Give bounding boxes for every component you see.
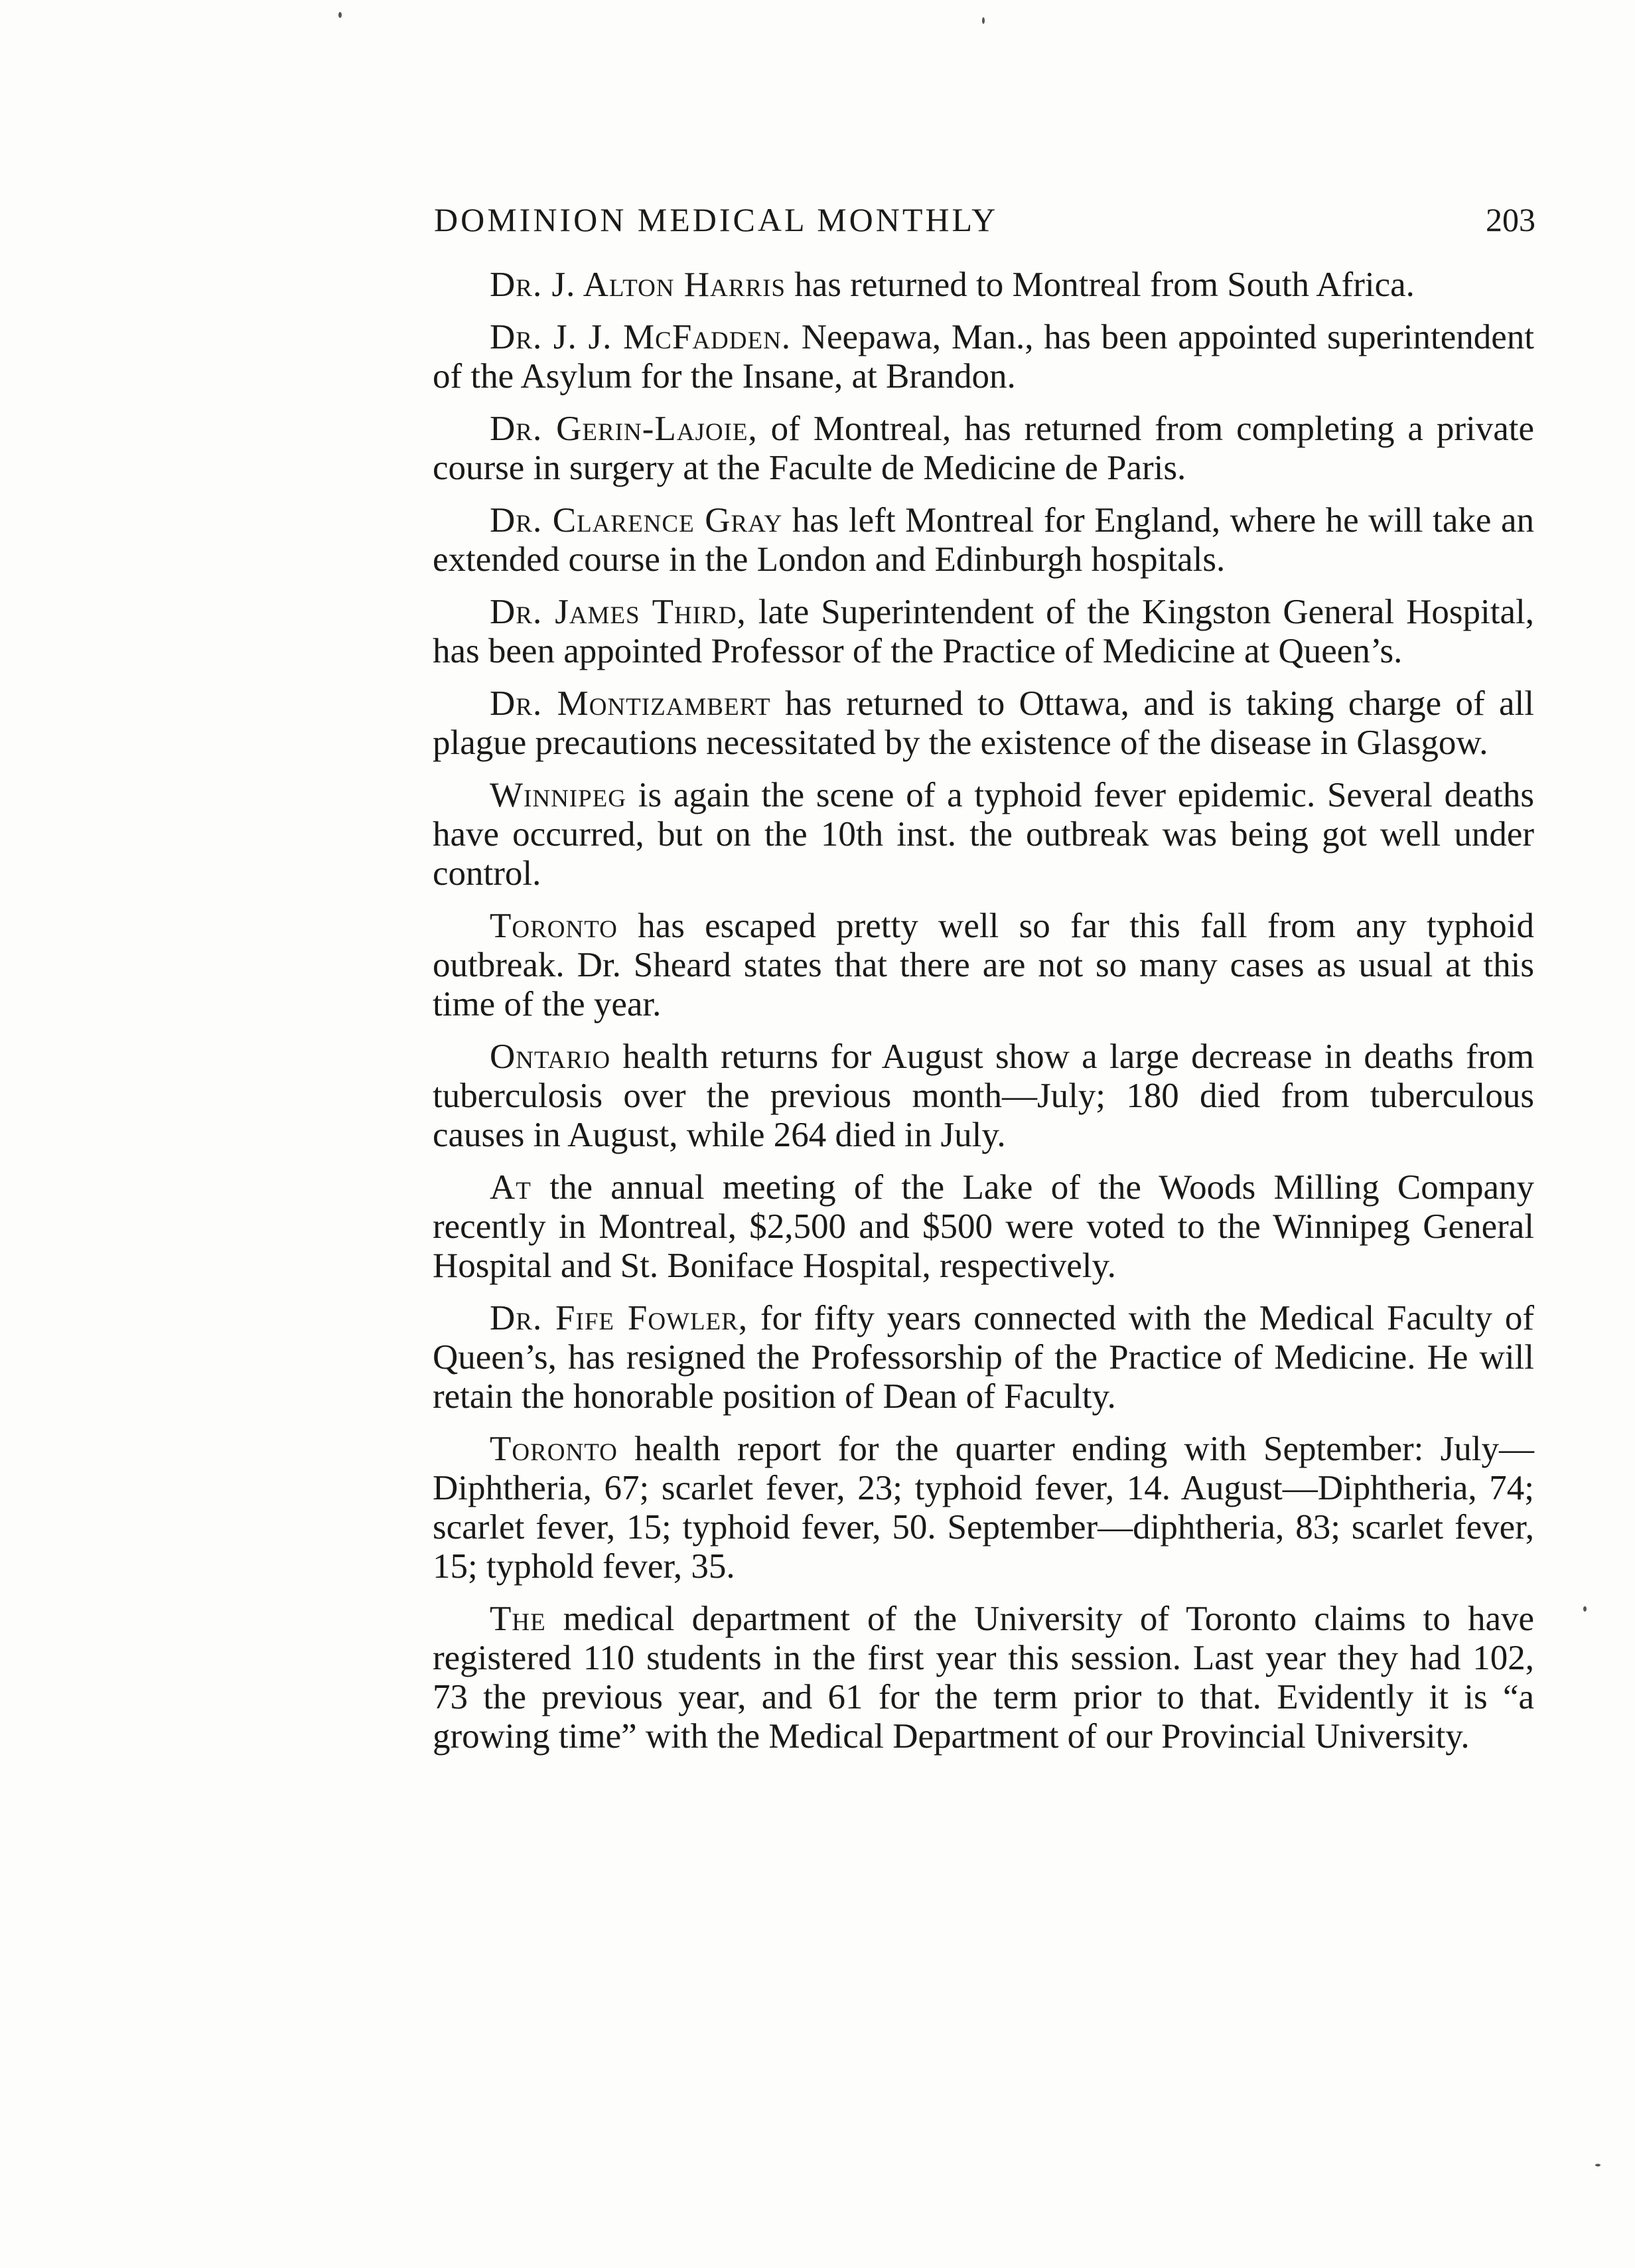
item-text: has left Montreal for England, where he will take an extended course in the London and Edinburgh hospitals. — [433, 501, 1534, 579]
item-text: has returned to Ottawa, and is taking charge of all plague precautions necessitated by the existence of the disease in Glasgow. — [433, 684, 1534, 762]
scan-speck — [1595, 2164, 1600, 2166]
running-title: DOMINION MEDICAL MONTHLY — [434, 201, 999, 238]
news-item — [433, 1037, 1534, 1155]
item-text: for fifty years connected with the Medical Faculty of Queen’s, has resigned the Professorship of the Practice of Medicine. He will retain the honorable position of Dean of Faculty. — [433, 1299, 1534, 1416]
scan-speck — [982, 17, 985, 24]
item-lead: Dr. J. J. McFadden. — [490, 318, 792, 356]
news-item — [433, 318, 1534, 396]
item-lead: Winnipeg — [490, 776, 627, 814]
page-number: 203 — [1486, 201, 1535, 238]
item-lead: Dr. Fife Fowler, — [490, 1299, 748, 1337]
news-item — [433, 410, 1534, 488]
scan-speck — [1583, 1606, 1587, 1612]
item-text: medical department of the University of Toronto claims to have registered 110 students in the first year this session. Last year they had 102, 73 the previous year, and 61 for the term prior to that. Evidently it is “a growing time” with the Medical Department of our Provincial University. — [433, 1600, 1534, 1756]
item-lead: Toronto — [490, 907, 618, 945]
item-lead: Ontario — [490, 1037, 611, 1076]
news-item — [433, 907, 1534, 1024]
scan-speck — [338, 12, 342, 18]
item-lead: The — [490, 1600, 546, 1638]
item-lead: Dr. Clarence Gray — [490, 501, 783, 540]
article-body — [433, 265, 1534, 1770]
news-item — [433, 684, 1534, 763]
item-text: is again the scene of a typhoid fever epidemic. Several deaths have occurred, but on the 10th inst. the outbreak was being got well under control. — [433, 776, 1534, 893]
item-text: Neepawa, Man., has been appointed superintendent of the Asylum for the Insane, at Brandon. — [433, 318, 1535, 396]
news-item — [433, 1600, 1534, 1756]
item-lead: Dr. James Third, — [490, 593, 746, 631]
item-text: health returns for August show a large decrease in deaths from tuberculosis over the previous month—July; 180 died from tuberculous causes in August, while 264 died in July. — [433, 1037, 1534, 1154]
news-item — [433, 1168, 1534, 1286]
item-lead: Dr. Montizambert — [490, 684, 771, 723]
running-head — [434, 196, 1535, 243]
item-text: has returned to Montreal from South Africa. — [786, 265, 1415, 304]
news-item — [433, 593, 1534, 671]
item-text: has escaped pretty well so far this fall from any typhoid outbreak. Dr. Sheard states that there are not so many cases as usual at this time of the year. — [433, 907, 1534, 1023]
item-text: health report for the quarter ending with September: July—Diphtheria, 67; scarlet fever, 23; typhoid fever, 14. August—Diphtheria, 74; scarlet fever, 15; typhoid fever, 50. September—diphtheria, 83; scarlet fever, 15; typhold fever, 35. — [433, 1430, 1534, 1586]
news-item — [433, 1299, 1534, 1416]
item-lead: Dr. Gerin-Lajoie, — [490, 410, 758, 448]
item-lead: At — [490, 1168, 532, 1207]
item-lead: Dr. J. Alton Harris — [490, 265, 786, 304]
item-text: late Superintendent of the Kingston General Hospital, has been appointed Professor of the Practice of Medicine at Queen’s. — [433, 593, 1534, 670]
item-text: the annual meeting of the Lake of the Woods Milling Company recently in Montreal, $2,500 and $500 were voted to the Winnipeg General Hospital and St. Boniface Hospital, respectively. — [433, 1168, 1534, 1285]
item-lead: Toronto — [490, 1430, 618, 1468]
item-text: of Montreal, has returned from completing a private course in surgery at the Faculte de Medicine de Paris. — [433, 410, 1534, 487]
news-item — [433, 776, 1534, 893]
news-item — [433, 501, 1534, 579]
news-item — [433, 1430, 1534, 1586]
news-item — [433, 265, 1534, 305]
